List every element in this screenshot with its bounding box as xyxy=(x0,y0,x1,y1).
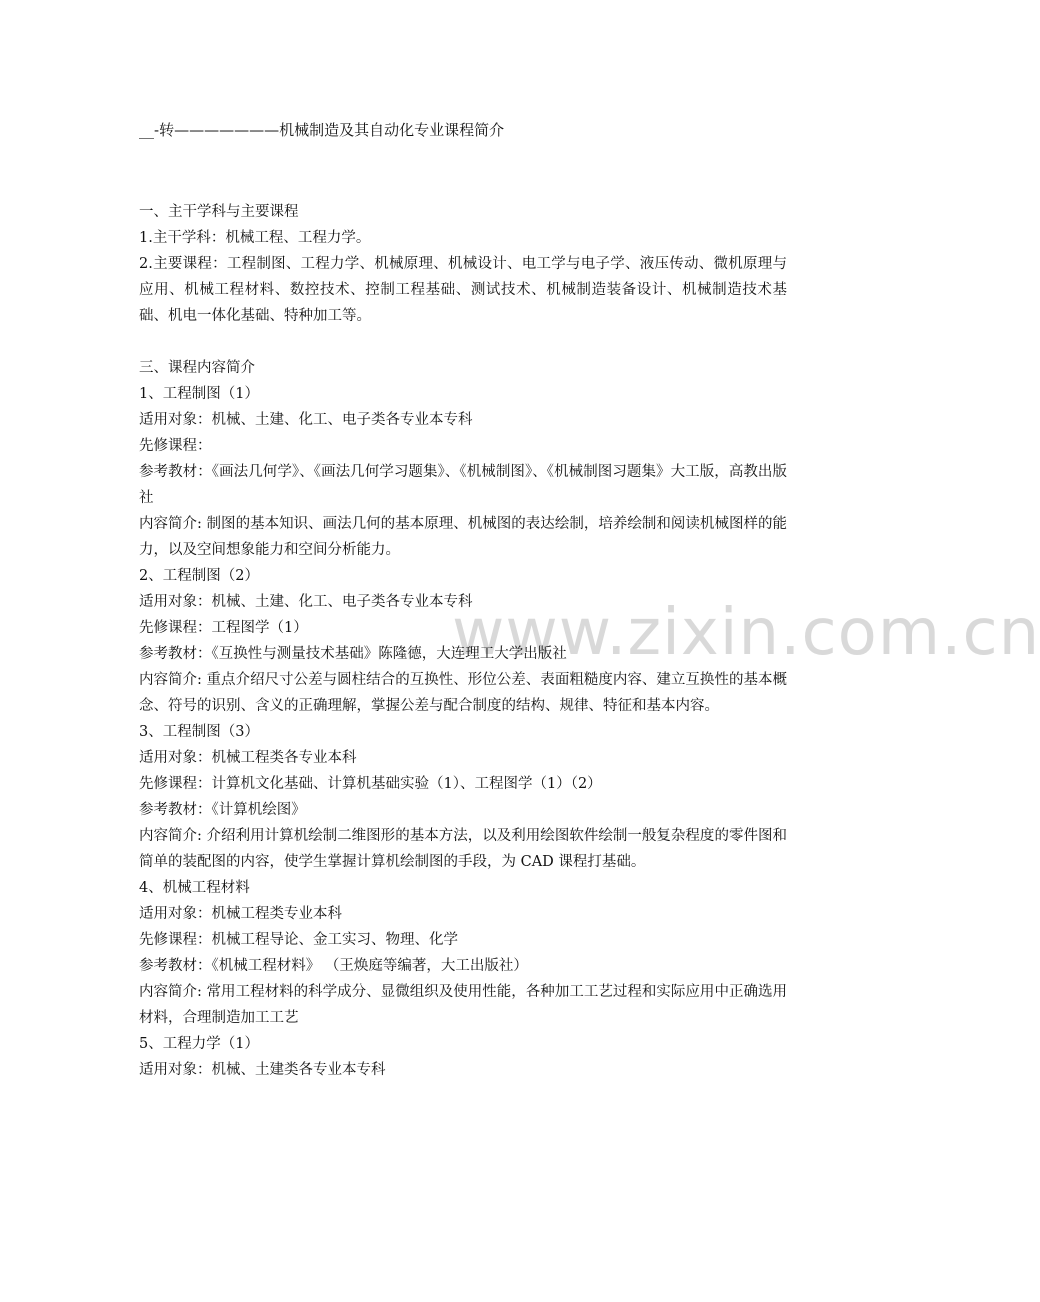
course-block xyxy=(139,1031,787,1083)
document-title: __-转———————机械制造及其自动化专业课程简介 xyxy=(139,121,505,139)
section3-heading: 三、课程内容简介 xyxy=(139,360,255,376)
course-name: 4、机械工程材料 xyxy=(139,880,250,896)
section1-item2: 2.主要课程：工程制图、工程力学、机械原理、机械设计、电工学与电子学、液压传动、微机原理与应用、机械工程材料、数控技术、控制工程基础、测试技术、机械制造装备设计、机械制造技术基础、机电一体化基础、特种加工等。 xyxy=(139,256,787,324)
course-textbook: 参考教材：《计算机绘图》 xyxy=(139,802,306,818)
course-audience: 适用对象：机械、土建类各专业本专科 xyxy=(139,1062,386,1078)
course-name: 2、工程制图（2） xyxy=(139,568,259,584)
course-intro: 内容简介: 介绍利用计算机绘制二维图形的基本方法，以及利用绘图软件绘制一般复杂程度的零件图和简单的装配图的内容，使学生掌握计算机绘制图的手段，为 CAD 课程打基础。 xyxy=(139,828,787,870)
course-textbook: 参考教材：《机械工程材料》 （王焕庭等编著，大工出版社） xyxy=(139,958,528,974)
course-audience: 适用对象：机械、土建、化工、电子类各专业本专科 xyxy=(139,594,473,610)
course-block xyxy=(139,875,787,1031)
section1-heading: 一、主干学科与主要课程 xyxy=(139,204,299,220)
course-block xyxy=(139,719,787,875)
course-name: 5、工程力学（1） xyxy=(139,1036,259,1052)
course-block xyxy=(139,381,787,563)
course-prereq: 先修课程：工程图学（1） xyxy=(139,620,308,636)
course-intro: 内容简介: 重点介绍尺寸公差与圆柱结合的互换性、形位公差、表面粗糙度内容、建立互换性的基本概念、符号的识别、含义的正确理解，掌握公差与配合制度的结构、规律、特征和基本内容。 xyxy=(139,672,787,714)
course-intro: 内容简介: 制图的基本知识、画法几何的基本原理、机械图的表达绘制，培养绘制和阅读机械图样的能力，以及空间想象能力和空间分析能力。 xyxy=(139,516,787,558)
course-block xyxy=(139,563,787,719)
spacer xyxy=(139,329,787,355)
course-audience: 适用对象：机械、土建、化工、电子类各专业本专科 xyxy=(139,412,473,428)
course-name: 1、工程制图（1） xyxy=(139,386,259,402)
course-textbook: 参考教材：《画法几何学》、《画法几何学习题集》、《机械制图》、《机械制图习题集》大工版，高教出版社 xyxy=(139,464,787,506)
watermark: www.zixin.com.cn xyxy=(452,596,1040,670)
course-audience: 适用对象：机械工程类专业本科 xyxy=(139,906,342,922)
course-prereq: 先修课程： xyxy=(139,438,212,454)
course-prereq: 先修课程：机械工程导论、金工实习、物理、化学 xyxy=(139,932,458,948)
course-intro: 内容简介: 常用工程材料的科学成分、显微组织及使用性能，各种加工工艺过程和实际应用中正确选用材料，合理制造加工工艺 xyxy=(139,984,787,1026)
course-textbook: 参考教材：《互换性与测量技术基础》陈隆德，大连理工大学出版社 xyxy=(139,646,567,662)
document-body xyxy=(139,199,787,1083)
section1-item1: 1.主干学科：机械工程、工程力学。 xyxy=(139,230,371,246)
course-audience: 适用对象：机械工程类各专业本科 xyxy=(139,750,357,766)
course-name: 3、工程制图（3） xyxy=(139,724,259,740)
course-prereq: 先修课程：计算机文化基础、计算机基础实验（1）、工程图学（1）（2） xyxy=(139,776,602,792)
